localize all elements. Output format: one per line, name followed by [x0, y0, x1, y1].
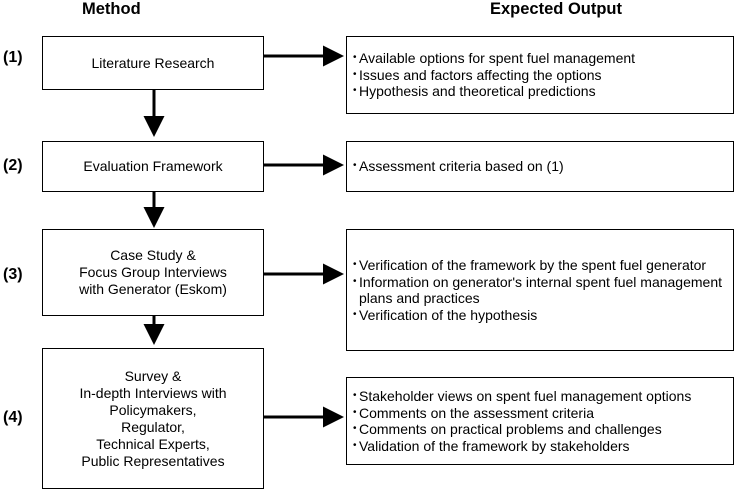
step-number-1: (1) [3, 49, 23, 66]
output-box-1 [346, 36, 734, 114]
method-header: Method [82, 0, 141, 18]
output-item: • Comments on practical problems and challenges [353, 421, 725, 438]
method-box-3 [42, 229, 264, 316]
output-item: • Issues and factors affecting the options [353, 67, 725, 84]
method-box-2 [42, 141, 264, 192]
output-item: • Hypothesis and theoretical predictions [353, 83, 725, 100]
method-label-1: Literature Research [91, 54, 215, 71]
step-number-3: (3) [3, 266, 23, 283]
method-label-3: Case Study & Focus Group Interviews with Generator (Eskom) [79, 247, 227, 297]
step-number-2: (2) [3, 157, 23, 174]
method-box-4 [42, 348, 264, 489]
output-item: • Verification of the framework by the spent fuel generator [353, 257, 725, 274]
method-label-2: Evaluation Framework [83, 158, 223, 174]
output-item: • Information on generator's internal spent fuel management plans and practices [353, 274, 725, 307]
output-item: • Verification of the hypothesis [353, 307, 725, 324]
output-item: • Comments on the assessment criteria [353, 405, 725, 422]
output-box-2 [346, 141, 734, 192]
output-item: • Validation of the framework by stakeholders [353, 438, 725, 455]
output-item: • Assessment criteria based on (1) [353, 158, 725, 175]
output-box-4 [346, 377, 734, 465]
step-number-4: (4) [3, 409, 23, 426]
method-box-1 [42, 36, 264, 90]
output-item: • Available options for spent fuel management [353, 50, 725, 67]
method-label-4: Survey & In-depth Interviews with Policymakers, Regulator, Technical Experts, Public Representatives [79, 367, 227, 469]
expected-output-header: Expected Output [490, 0, 623, 18]
output-item: • Stakeholder views on spent fuel management options [353, 388, 725, 405]
output-box-3 [346, 229, 734, 351]
